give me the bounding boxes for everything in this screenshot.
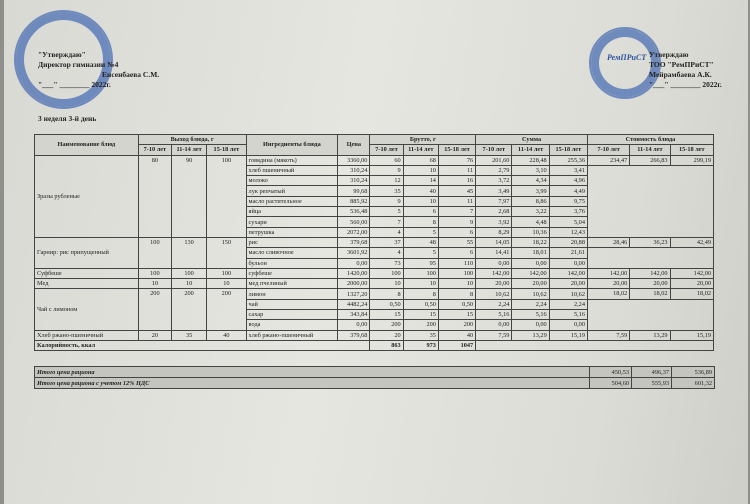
empty-cell (587, 248, 713, 269)
calories-label: Калорийность, ккал (35, 340, 370, 350)
ingredient-sum: 2,24 (549, 299, 587, 309)
ingredient-sum: 0,00 (476, 258, 512, 268)
ingredient-sum: 3,92 (476, 217, 512, 227)
calories-value: 1047 (438, 340, 475, 350)
ingredient-gross: 48 (403, 237, 438, 247)
header-cost: Стоимость блюда (587, 135, 713, 145)
ingredient-price: 0,00 (338, 258, 370, 268)
dish-yield: 10 (207, 279, 246, 289)
table-row (35, 279, 714, 289)
ingredient-gross: 100 (438, 268, 475, 278)
ingredient-gross: 15 (438, 310, 475, 320)
ingredient-gross: 68 (403, 155, 438, 165)
table-row (35, 289, 714, 299)
header-age-1: 11-14 лет (512, 145, 549, 155)
ingredient-gross: 5 (403, 227, 438, 237)
dish-cost: 20,00 (670, 279, 713, 289)
dish-cost: 142,00 (587, 268, 629, 278)
ingredient-sum: 20,88 (549, 237, 587, 247)
ingredient-price: 4482,24 (338, 299, 370, 309)
ingredient-sum: 15,19 (549, 330, 587, 340)
dish-name: Суфбеше (35, 268, 139, 278)
ingredient-sum: 7,59 (476, 330, 512, 340)
dish-cost: 13,29 (630, 330, 670, 340)
total-row (35, 367, 715, 378)
ingredient-sum: 3,10 (512, 165, 549, 175)
header-age-2: 15-18 лет (549, 145, 587, 155)
header-age-0: 7-10 лет (587, 145, 629, 155)
dish-yield: 100 (171, 268, 206, 278)
document-page (4, 0, 748, 504)
total-value: 450,53 (590, 367, 632, 378)
dish-yield: 200 (138, 289, 171, 330)
ingredient-sum: 3,99 (512, 186, 549, 196)
ingredient-price: 536,48 (338, 207, 370, 217)
ingredient-sum: 255,36 (549, 155, 587, 165)
dish-yield: 150 (207, 237, 246, 268)
dish-cost: 28,46 (587, 237, 629, 247)
dish-yield: 100 (207, 155, 246, 237)
ingredient-name: рис (246, 237, 338, 247)
ingredient-sum: 4,96 (549, 176, 587, 186)
header-age-2: 15-18 лет (207, 145, 246, 155)
ingredient-sum: 0,00 (476, 320, 512, 330)
ingredient-sum: 3,49 (476, 186, 512, 196)
header-price: Цена (338, 135, 370, 156)
dish-cost: 42,49 (670, 237, 713, 247)
day-label: 3 неделя 3-й день (38, 114, 97, 123)
ingredient-sum: 142,00 (476, 268, 512, 278)
ingredient-sum: 14,05 (476, 237, 512, 247)
ingredient-name: молоко (246, 176, 338, 186)
dish-cost: 142,00 (630, 268, 670, 278)
ingredient-gross: 9 (370, 165, 403, 175)
dish-name: Зразы рубленые (35, 155, 139, 237)
dish-yield: 100 (138, 237, 171, 268)
total-value: 496,37 (632, 367, 672, 378)
total-label: Итого цена рациона с учетом 12% НДС (35, 378, 590, 389)
header-dish: Наименование блюд (35, 135, 139, 156)
ingredient-gross: 10 (370, 279, 403, 289)
ingredient-sum: 20,00 (549, 279, 587, 289)
approval-date: "___" ________ 2022г. (649, 80, 722, 89)
ingredient-sum: 3,41 (549, 165, 587, 175)
ingredient-gross: 15 (370, 310, 403, 320)
ingredient-sum: 3,22 (512, 207, 549, 217)
ingredient-name: лимон (246, 289, 338, 299)
ingredient-gross: 100 (370, 268, 403, 278)
ingredient-sum: 0,00 (512, 258, 549, 268)
ingredient-price: 560,00 (338, 217, 370, 227)
ingredient-sum: 4,48 (512, 217, 549, 227)
header-age-0: 7-10 лет (476, 145, 512, 155)
calories-value: 973 (403, 340, 438, 350)
ingredient-sum: 0,00 (549, 320, 587, 330)
ingredient-gross: 6 (438, 227, 475, 237)
ingredient-gross: 110 (438, 258, 475, 268)
ingredient-gross: 4 (370, 227, 403, 237)
ingredient-gross: 200 (370, 320, 403, 330)
ingredient-gross: 45 (438, 186, 475, 196)
empty-cell (587, 165, 713, 237)
ingredient-sum: 12,43 (549, 227, 587, 237)
table-row (35, 155, 714, 165)
ingredient-name: масло сливочное (246, 248, 338, 258)
ingredient-gross: 35 (403, 330, 438, 340)
approval-block-left (38, 50, 159, 90)
ingredient-name: масло растительное (246, 196, 338, 206)
ingredient-price: 343,84 (338, 310, 370, 320)
calories-value: 863 (370, 340, 403, 350)
ingredient-gross: 35 (370, 186, 403, 196)
ingredient-sum: 9,75 (549, 196, 587, 206)
ingredient-gross: 9 (438, 217, 475, 227)
ingredient-sum: 4,34 (512, 176, 549, 186)
dish-cost: 299,19 (670, 155, 713, 165)
ingredient-name: вода (246, 320, 338, 330)
ingredient-gross: 37 (370, 237, 403, 247)
approval-date: "___" ________ 2022г. (38, 80, 111, 89)
header-age-0: 7-10 лет (370, 145, 403, 155)
ingredient-gross: 95 (403, 258, 438, 268)
approval-block-right (649, 50, 722, 90)
ingredient-sum: 5,16 (549, 310, 587, 320)
ingredient-gross: 6 (438, 248, 475, 258)
table-row (35, 268, 714, 278)
calories-row (35, 340, 714, 350)
ingredient-gross: 0,50 (370, 299, 403, 309)
header-yield: Выход блюда, г (138, 135, 246, 145)
ingredient-gross: 16 (438, 176, 475, 186)
header-age-1: 11-14 лет (630, 145, 670, 155)
ingredient-gross: 8 (370, 289, 403, 299)
dish-cost: 234,47 (587, 155, 629, 165)
dish-name: Чай с лимоном (35, 289, 139, 330)
dish-cost: 20,00 (630, 279, 670, 289)
empty-cell (476, 340, 714, 350)
ingredient-gross: 100 (403, 268, 438, 278)
ingredient-sum: 18,01 (512, 248, 549, 258)
dish-yield: 35 (171, 330, 206, 340)
ingredient-sum: 8,86 (512, 196, 549, 206)
ingredient-sum: 10,62 (512, 289, 549, 299)
total-row (35, 378, 715, 389)
company-stamp-text: РемПРиСТ (607, 53, 647, 62)
ingredient-gross: 40 (438, 330, 475, 340)
ingredient-price: 2072,00 (338, 227, 370, 237)
ingredient-sum: 20,00 (512, 279, 549, 289)
ingredient-gross: 7 (370, 217, 403, 227)
ingredient-price: 310,24 (338, 165, 370, 175)
ingredient-name: петрушка (246, 227, 338, 237)
ingredient-gross: 11 (438, 196, 475, 206)
approval-position: Директор гимназии №4 (38, 60, 119, 69)
ingredient-name: хлеб пшеничный (246, 165, 338, 175)
dish-yield: 100 (207, 268, 246, 278)
approval-title: "Утверждаю" (38, 50, 86, 59)
ingredient-gross: 7 (438, 207, 475, 217)
ingredient-gross: 200 (438, 320, 475, 330)
header-age-1: 11-14 лет (403, 145, 438, 155)
dish-yield: 100 (138, 268, 171, 278)
ingredient-name: лук репчатый (246, 186, 338, 196)
ingredient-sum: 10,36 (512, 227, 549, 237)
total-value: 555,93 (632, 378, 672, 389)
header-ingredients: Ингредиенты блюда (246, 135, 338, 156)
dish-yield: 20 (138, 330, 171, 340)
ingredient-gross: 6 (403, 207, 438, 217)
ingredient-name: сухари (246, 217, 338, 227)
ingredient-gross: 0,50 (403, 299, 438, 309)
ingredient-price: 99,68 (338, 186, 370, 196)
ingredient-gross: 15 (403, 310, 438, 320)
ingredient-gross: 11 (438, 165, 475, 175)
totals-table (34, 366, 715, 389)
ingredient-sum: 10,62 (476, 289, 512, 299)
ingredient-sum: 2,79 (476, 165, 512, 175)
ingredient-price: 379,68 (338, 330, 370, 340)
header-age-0: 7-10 лет (138, 145, 171, 155)
ingredient-name: сахар (246, 310, 338, 320)
ingredient-gross: 40 (403, 186, 438, 196)
table-row (35, 330, 714, 340)
ingredient-gross: 12 (370, 176, 403, 186)
ingredient-name: мед пчелиный (246, 279, 338, 289)
dish-yield: 200 (171, 289, 206, 330)
ingredient-sum: 5,16 (512, 310, 549, 320)
dish-cost: 142,00 (670, 268, 713, 278)
total-label: Итого цена рациона (35, 367, 590, 378)
ingredient-price: 379,68 (338, 237, 370, 247)
ingredient-sum: 142,00 (512, 268, 549, 278)
ingredient-gross: 200 (403, 320, 438, 330)
ingredient-gross: 10 (403, 279, 438, 289)
ingredient-sum: 3,72 (476, 176, 512, 186)
ingredient-sum: 2,68 (476, 207, 512, 217)
ingredient-sum: 8,29 (476, 227, 512, 237)
empty-cell (587, 299, 713, 330)
header-sum: Сумма (476, 135, 588, 145)
dish-cost: 15,19 (670, 330, 713, 340)
dish-yield: 130 (171, 237, 206, 268)
ingredient-name: чай (246, 299, 338, 309)
ingredient-sum: 2,24 (476, 299, 512, 309)
ingredient-gross: 60 (370, 155, 403, 165)
ingredient-price: 310,24 (338, 176, 370, 186)
total-value: 504,60 (590, 378, 632, 389)
ingredient-gross: 8 (403, 289, 438, 299)
ingredient-gross: 14 (403, 176, 438, 186)
approval-title: Утверждаю (649, 50, 689, 59)
dish-name: Гарнир: рис припущенный (35, 237, 139, 268)
dish-name: Хлеб ржано-пшеничный (35, 330, 139, 340)
ingredient-gross: 10 (403, 196, 438, 206)
dish-cost: 18,02 (670, 289, 713, 299)
ingredient-gross: 8 (403, 217, 438, 227)
ingredient-price: 1327,20 (338, 289, 370, 299)
dish-yield: 200 (207, 289, 246, 330)
ingredient-name: яйца (246, 207, 338, 217)
ingredient-gross: 5 (403, 248, 438, 258)
ingredient-price: 3601,92 (338, 248, 370, 258)
ingredient-sum: 0,00 (512, 320, 549, 330)
ingredient-gross: 9 (370, 196, 403, 206)
dish-name: Мед (35, 279, 139, 289)
ingredient-sum: 21,61 (549, 248, 587, 258)
ingredient-gross: 8 (438, 289, 475, 299)
ingredient-name: суфбеше (246, 268, 338, 278)
ingredient-sum: 5,16 (476, 310, 512, 320)
ingredient-gross: 76 (438, 155, 475, 165)
dish-cost: 18,02 (630, 289, 670, 299)
ingredient-gross: 73 (370, 258, 403, 268)
ingredient-sum: 4,49 (549, 186, 587, 196)
ingredient-sum: 13,29 (512, 330, 549, 340)
ingredient-gross: 20 (370, 330, 403, 340)
header-gross: Брутто, г (370, 135, 476, 145)
ingredient-sum: 18,22 (512, 237, 549, 247)
ingredient-gross: 10 (403, 165, 438, 175)
header-age-2: 15-18 лет (438, 145, 475, 155)
dish-cost: 36,23 (630, 237, 670, 247)
table-row (35, 237, 714, 247)
ingredient-sum: 228,48 (512, 155, 549, 165)
menu-table (34, 134, 714, 351)
ingredient-gross: 5 (370, 207, 403, 217)
header-age-2: 15-18 лет (670, 145, 713, 155)
dish-yield: 40 (207, 330, 246, 340)
ingredient-gross: 10 (438, 279, 475, 289)
ingredient-gross: 4 (370, 248, 403, 258)
ingredient-sum: 14,41 (476, 248, 512, 258)
ingredient-gross: 0,50 (438, 299, 475, 309)
dish-yield: 10 (171, 279, 206, 289)
approval-name: Енсенбаева С.М. (102, 70, 160, 79)
ingredient-sum: 7,97 (476, 196, 512, 206)
ingredient-name: бульон (246, 258, 338, 268)
ingredient-sum: 5,04 (549, 217, 587, 227)
ingredient-name: говядина (мякоть) (246, 155, 338, 165)
dish-cost: 18,02 (587, 289, 629, 299)
dish-yield: 90 (171, 155, 206, 237)
ingredient-price: 2000,00 (338, 279, 370, 289)
ingredient-price: 1420,00 (338, 268, 370, 278)
header-age-1: 11-14 лет (171, 145, 206, 155)
ingredient-price: 0,00 (338, 320, 370, 330)
approval-name: Мейрамбаева А.К. (649, 70, 712, 79)
ingredient-name: хлеб ржано-пшеничный (246, 330, 338, 340)
dish-yield: 80 (138, 155, 171, 237)
dish-cost: 7,59 (587, 330, 629, 340)
total-value: 601,32 (672, 378, 715, 389)
ingredient-gross: 55 (438, 237, 475, 247)
ingredient-sum: 10,62 (549, 289, 587, 299)
ingredient-sum: 20,00 (476, 279, 512, 289)
dish-yield: 10 (138, 279, 171, 289)
ingredient-sum: 201,60 (476, 155, 512, 165)
ingredient-sum: 0,00 (549, 258, 587, 268)
ingredient-sum: 142,00 (549, 268, 587, 278)
ingredient-price: 3360,00 (338, 155, 370, 165)
ingredient-price: 885,92 (338, 196, 370, 206)
dish-cost: 20,00 (587, 279, 629, 289)
approval-position: ТОО "РемПРиСТ" (649, 60, 714, 69)
total-value: 536,89 (672, 367, 715, 378)
dish-cost: 266,83 (630, 155, 670, 165)
ingredient-sum: 2,24 (512, 299, 549, 309)
ingredient-sum: 3,76 (549, 207, 587, 217)
